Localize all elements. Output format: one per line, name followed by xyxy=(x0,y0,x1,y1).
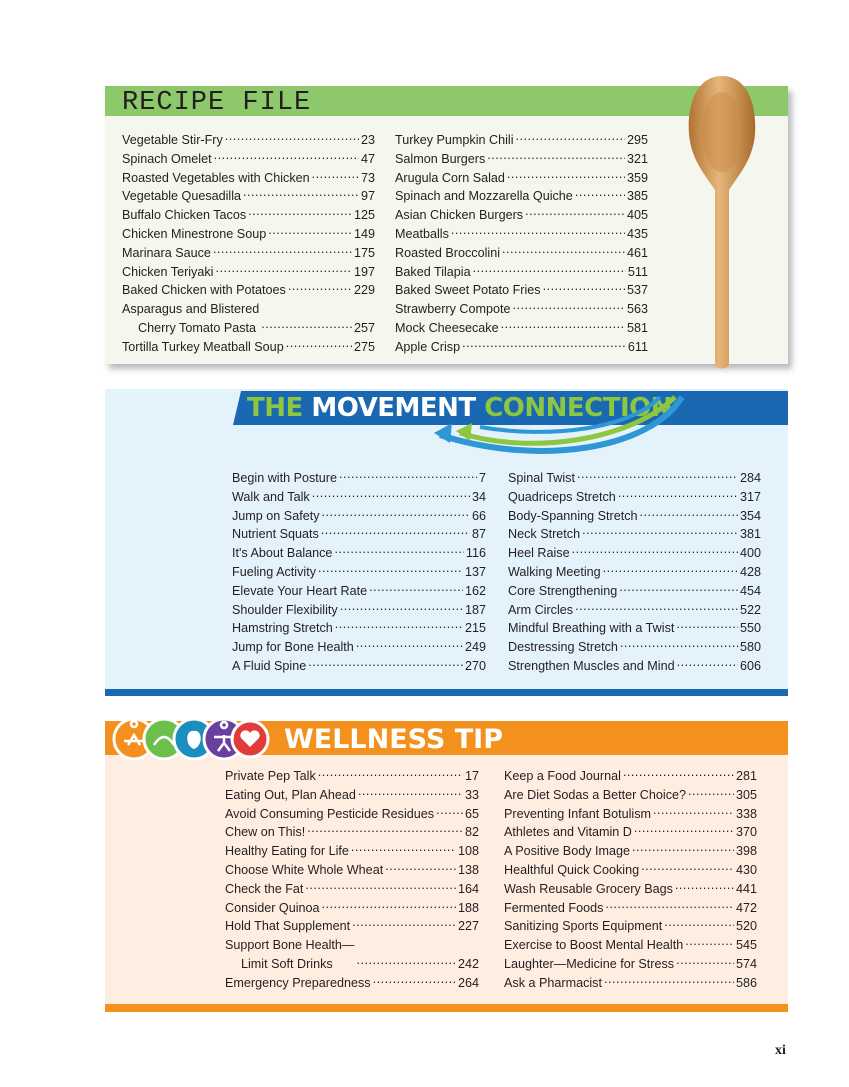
toc-entry-title: Spinal Twist xyxy=(508,471,575,485)
toc-entry-page: 405 xyxy=(626,208,648,223)
toc-entry-title: Marinara Sauce xyxy=(122,245,211,260)
toc-entry-page: 73 xyxy=(360,170,375,185)
toc-leader-dots xyxy=(675,876,734,895)
toc-leader-dots xyxy=(502,240,625,259)
toc-entry-page: 17 xyxy=(464,769,479,783)
toc-leader-dots xyxy=(512,296,625,315)
toc-entry-page: 586 xyxy=(735,975,757,990)
toc-entry-page: 537 xyxy=(626,283,648,298)
toc-leader-dots xyxy=(634,819,734,838)
toc-leader-dots xyxy=(322,503,470,522)
toc-entry-page: 398 xyxy=(735,844,757,859)
toc-leader-dots xyxy=(312,165,359,184)
toc-entry-page: 149 xyxy=(353,226,375,241)
toc-leader-dots xyxy=(676,951,734,970)
toc-entry-title: Exercise to Boost Mental Health xyxy=(504,938,684,953)
toc-leader-dots xyxy=(577,465,738,484)
toc-entry-page: 137 xyxy=(464,564,486,579)
toc-entry-title: Core Strengthening xyxy=(508,583,618,598)
movement-list-left xyxy=(232,469,486,676)
toc-leader-dots xyxy=(640,503,738,522)
toc-leader-dots xyxy=(339,465,477,484)
toc-entry xyxy=(225,917,479,936)
toc-entry-title: Baked Sweet Potato Fries xyxy=(395,283,541,298)
toc-entry-title: Chicken Teriyaki xyxy=(122,264,214,279)
toc-entry-title: Healthful Quick Cooking xyxy=(504,862,640,877)
toc-leader-dots xyxy=(688,782,734,801)
toc-entry-title: Preventing Infant Botulism xyxy=(504,806,652,821)
toc-entry-page: 581 xyxy=(626,320,648,335)
toc-leader-dots xyxy=(618,484,738,503)
toc-entry-title: Apple Crisp xyxy=(395,339,461,354)
toc-leader-dots xyxy=(351,838,456,857)
toc-entry-title: Strawberry Compote xyxy=(395,302,511,317)
toc-entry-title: Arm Circles xyxy=(508,602,574,617)
toc-entry-page: 295 xyxy=(626,133,648,147)
toc-entry-title: Nutrient Squats xyxy=(232,527,319,542)
toc-entry-title: A Fluid Spine xyxy=(232,658,307,673)
toc-entry-title: Spinach and Mozzarella Quiche xyxy=(395,189,573,204)
toc-entry-title: Are Diet Sodas a Better Choice? xyxy=(504,787,687,802)
toc-entry-title: Baked Tilapia xyxy=(395,264,471,279)
toc-leader-dots xyxy=(677,653,738,672)
toc-leader-dots xyxy=(248,202,352,221)
toc-entry-title: A Positive Body Image xyxy=(504,844,631,859)
toc-entry-page: 305 xyxy=(735,787,757,802)
toc-leader-dots xyxy=(373,970,456,989)
toc-entry-page: 385 xyxy=(626,189,648,204)
movement-arcs-icon xyxy=(330,389,700,469)
toc-entry-title: It's About Balance xyxy=(232,546,333,561)
toc-entry-title: Healthy Eating for Life xyxy=(225,844,349,859)
toc-entry-page: 270 xyxy=(464,658,486,673)
toc-entry-page: 354 xyxy=(739,508,761,523)
toc-entry-page: 249 xyxy=(464,640,486,655)
toc-entry-page: 162 xyxy=(464,583,486,598)
toc-entry-title: Roasted Vegetables with Chicken xyxy=(122,170,310,185)
toc-entry-page: 381 xyxy=(739,527,761,542)
toc-entry-title: Heel Raise xyxy=(508,546,570,561)
toc-leader-dots xyxy=(619,578,738,597)
toc-leader-dots xyxy=(507,165,625,184)
toc-entry-page: 82 xyxy=(464,825,479,840)
toc-entry-page: 97 xyxy=(360,189,375,204)
toc-entry-page: 317 xyxy=(739,489,761,504)
toc-entry-page: 66 xyxy=(471,508,486,523)
toc-entry-page: 606 xyxy=(739,658,761,673)
toc-entry-title: Keep a Food Journal xyxy=(504,769,621,783)
toc-entry-title: Mock Cheesecake xyxy=(395,320,499,335)
toc-leader-dots xyxy=(356,634,463,653)
toc-leader-dots xyxy=(369,578,463,597)
toc-leader-dots xyxy=(312,484,470,503)
toc-entry-title: Hold That Supplement xyxy=(225,919,351,934)
toc-entry-title: Eating Out, Plan Ahead xyxy=(225,787,356,802)
toc-entry-page: 370 xyxy=(735,825,757,840)
toc-entry-title xyxy=(122,300,259,338)
toc-entry-page: 454 xyxy=(739,583,761,598)
toc-entry-page: 125 xyxy=(353,208,375,223)
movement-connection-title: THE MOVEMENT CONNECTION xyxy=(247,393,673,423)
toc-leader-dots xyxy=(641,857,734,876)
toc-entry xyxy=(225,936,479,974)
toc-entry-title: Roasted Broccolini xyxy=(395,245,500,260)
toc-entry-title: Turkey Pumpkin Chili xyxy=(395,133,514,147)
toc-entry-page: 23 xyxy=(360,133,375,147)
toc-entry-page: 215 xyxy=(464,621,486,636)
toc-leader-dots xyxy=(436,801,463,820)
toc-entry-title: Athletes and Vitamin D xyxy=(504,825,632,840)
toc-entry-page: 545 xyxy=(735,938,757,953)
toc-entry-page: 400 xyxy=(739,546,761,561)
toc-leader-dots xyxy=(334,540,463,559)
toc-entry xyxy=(225,974,479,993)
toc-entry-title: Emergency Preparedness xyxy=(225,975,371,990)
recipe-list-right xyxy=(395,131,648,357)
toc-leader-dots xyxy=(213,240,352,259)
toc-entry-page: 164 xyxy=(457,881,479,896)
toc-entry-page: 472 xyxy=(735,900,757,915)
toc-entry xyxy=(395,338,648,357)
toc-entry-page: 34 xyxy=(471,489,486,504)
toc-entry xyxy=(504,974,757,993)
toc-entry-title: Avoid Consuming Pesticide Residues xyxy=(225,806,435,821)
toc-leader-dots xyxy=(358,782,463,801)
toc-entry-page: 550 xyxy=(739,621,761,636)
toc-entry-title: Elevate Your Heart Rate xyxy=(232,583,368,598)
toc-leader-dots xyxy=(501,315,625,334)
toc-entry-page: 87 xyxy=(471,527,486,542)
toc-entry-title: Hamstring Stretch xyxy=(232,621,333,636)
toc-entry-page: 108 xyxy=(457,844,479,859)
toc-entry-title-line1: Asparagus and Blistered xyxy=(122,302,260,317)
toc-leader-dots xyxy=(225,127,359,146)
toc-entry-page: 435 xyxy=(626,226,648,241)
toc-entry-title: Jump on Safety xyxy=(232,508,320,523)
toc-entry-page: 441 xyxy=(735,881,757,896)
toc-entry-title: Walking Meeting xyxy=(508,564,601,579)
toc-entry-page: 321 xyxy=(626,151,648,166)
toc-leader-dots xyxy=(604,970,734,989)
toc-entry xyxy=(122,338,375,357)
toc-entry-title: Wash Reusable Grocery Bags xyxy=(504,881,673,896)
toc-leader-dots xyxy=(582,521,738,540)
toc-entry-page: 47 xyxy=(360,151,375,166)
toc-entry-title-line2: Limit Soft Drinks xyxy=(241,956,333,971)
toc-leader-dots xyxy=(525,202,625,221)
toc-leader-dots xyxy=(308,653,463,672)
toc-leader-dots xyxy=(462,334,626,353)
toc-leader-dots xyxy=(385,857,456,876)
toc-entry-title xyxy=(225,936,355,974)
toc-entry-title: Vegetable Quesadilla xyxy=(122,189,242,204)
toc-entry-title: Spinach Omelet xyxy=(122,151,212,166)
toc-entry-page: 116 xyxy=(465,546,486,561)
toc-entry-title: Chew on This! xyxy=(225,825,306,840)
recipe-list-left xyxy=(122,131,375,357)
toc-entry-title: Sanitizing Sports Equipment xyxy=(504,919,663,934)
toc-entry-page: 522 xyxy=(739,602,761,617)
toc-leader-dots xyxy=(516,127,625,146)
toc-entry-title: Fermented Foods xyxy=(504,900,604,915)
toc-entry-page: 563 xyxy=(626,302,648,317)
toc-entry-title: Salmon Burgers xyxy=(395,151,486,166)
toc-entry-page: 65 xyxy=(464,806,479,821)
toc-leader-dots xyxy=(605,895,734,914)
toc-entry-page: 33 xyxy=(464,787,479,802)
toc-entry-page: 188 xyxy=(457,900,479,915)
toc-leader-dots xyxy=(214,146,359,165)
toc-entry-title: Buffalo Chicken Tacos xyxy=(122,208,247,223)
toc-entry-title: Vegetable Stir-Fry xyxy=(122,133,223,147)
toc-entry-title: Mindful Breathing with a Twist xyxy=(508,621,675,636)
toc-entry-title: Private Pep Talk xyxy=(225,769,316,783)
toc-entry-page: 574 xyxy=(735,956,757,971)
toc-entry-title: Strengthen Muscles and Mind xyxy=(508,658,675,673)
toc-leader-dots xyxy=(340,597,463,616)
toc-entry-page: 242 xyxy=(457,956,479,971)
toc-entry-title: Meatballs xyxy=(395,226,449,241)
wellness-tip-title: WELLNESS TIP xyxy=(284,724,504,755)
toc-entry-page: 175 xyxy=(353,245,375,260)
toc-entry xyxy=(508,657,761,676)
toc-leader-dots xyxy=(335,615,463,634)
toc-entry-title: Baked Chicken with Potatoes xyxy=(122,283,286,298)
wellness-list-right xyxy=(504,767,757,993)
toc-leader-dots xyxy=(243,183,359,202)
toc-leader-dots xyxy=(543,277,625,296)
toc-entry-page: 275 xyxy=(353,339,375,354)
toc-leader-dots xyxy=(268,221,352,240)
toc-entry-page: 611 xyxy=(627,339,648,354)
toc-entry-title: Ask a Pharmacist xyxy=(504,975,602,990)
toc-leader-dots xyxy=(664,913,734,932)
toc-entry-page: 338 xyxy=(735,806,757,821)
wooden-spoon-icon xyxy=(682,72,762,372)
toc-entry-title: Laughter—Medicine for Stress xyxy=(504,956,675,971)
toc-entry-page: 520 xyxy=(735,919,757,934)
toc-entry-page: 227 xyxy=(457,919,479,934)
toc-entry-page: 428 xyxy=(739,564,761,579)
toc-entry-title: Consider Quinoa xyxy=(225,900,320,915)
toc-entry-title: Chicken Minestrone Soup xyxy=(122,226,267,241)
toc-entry-title: Body-Spanning Stretch xyxy=(508,508,638,523)
toc-entry-page: 580 xyxy=(739,640,761,655)
toc-entry-title: Fueling Activity xyxy=(232,564,316,579)
toc-entry-page: 359 xyxy=(626,170,648,185)
toc-entry-page: 430 xyxy=(735,862,757,877)
toc-leader-dots xyxy=(321,521,470,540)
toc-entry-page: 197 xyxy=(353,264,375,279)
toc-entry-page: 257 xyxy=(353,320,375,335)
toc-leader-dots xyxy=(575,183,625,202)
toc-entry-page: 229 xyxy=(353,283,375,298)
toc-leader-dots xyxy=(451,221,625,240)
wellness-bottom-rule xyxy=(105,1004,788,1012)
toc-entry-title: Arugula Corn Salad xyxy=(395,170,505,185)
toc-leader-dots xyxy=(572,540,738,559)
toc-leader-dots xyxy=(473,259,626,278)
toc-entry-page: 138 xyxy=(457,862,479,877)
recipe-file-title: RECIPE FILE xyxy=(122,88,312,118)
toc-entry-title: Jump for Bone Health xyxy=(232,640,354,655)
toc-leader-dots xyxy=(305,876,456,895)
toc-entry-title: Choose White Whole Wheat xyxy=(225,862,384,877)
toc-entry xyxy=(122,281,375,300)
toc-entry-title: Neck Stretch xyxy=(508,527,581,542)
toc-leader-dots xyxy=(261,315,352,334)
toc-leader-dots xyxy=(632,838,734,857)
toc-entry-page: 264 xyxy=(457,975,479,990)
toc-leader-dots xyxy=(653,801,734,820)
toc-leader-dots xyxy=(352,913,456,932)
toc-entry-title: Begin with Posture xyxy=(232,471,338,485)
toc-leader-dots xyxy=(318,559,463,578)
toc-entry-title: Walk and Talk xyxy=(232,489,310,504)
toc-entry-page: 281 xyxy=(735,769,757,783)
movement-bottom-rule xyxy=(105,689,788,696)
toc-leader-dots xyxy=(676,615,738,634)
toc-leader-dots xyxy=(215,259,352,278)
toc-entry-title: Destressing Stretch xyxy=(508,640,618,655)
toc-leader-dots xyxy=(575,597,738,616)
toc-leader-dots xyxy=(487,146,625,165)
toc-entry-page: 284 xyxy=(739,471,761,485)
toc-entry xyxy=(232,657,486,676)
toc-entry-title-line1: Support Bone Health— xyxy=(225,938,355,953)
toc-leader-dots xyxy=(322,895,456,914)
toc-entry-title: Quadriceps Stretch xyxy=(508,489,616,504)
toc-entry-title: Asian Chicken Burgers xyxy=(395,208,524,223)
toc-entry-page: 7 xyxy=(478,471,486,485)
toc-entry-title: Tortilla Turkey Meatball Soup xyxy=(122,339,284,354)
toc-leader-dots xyxy=(603,559,738,578)
toc-entry-page: 511 xyxy=(627,264,648,279)
toc-entry-title-line2: Cherry Tomato Pasta xyxy=(138,320,257,335)
toc-leader-dots xyxy=(318,763,463,782)
toc-leader-dots xyxy=(286,334,352,353)
toc-entry-page: 187 xyxy=(464,602,486,617)
toc-leader-dots xyxy=(620,634,738,653)
wellness-list-left xyxy=(225,767,479,993)
wellness-icons xyxy=(110,715,270,763)
toc-leader-dots xyxy=(685,932,734,951)
toc-leader-dots xyxy=(357,951,456,970)
toc-leader-dots xyxy=(307,819,463,838)
page-number: xi xyxy=(775,1043,786,1058)
toc-entry-title: Shoulder Flexibility xyxy=(232,602,338,617)
toc-leader-dots xyxy=(288,277,352,296)
toc-leader-dots xyxy=(623,763,734,782)
toc-entry-page: 461 xyxy=(626,245,648,260)
toc-entry-title: Check the Fat xyxy=(225,881,304,896)
movement-list-right xyxy=(508,469,761,676)
toc-entry xyxy=(122,300,375,338)
